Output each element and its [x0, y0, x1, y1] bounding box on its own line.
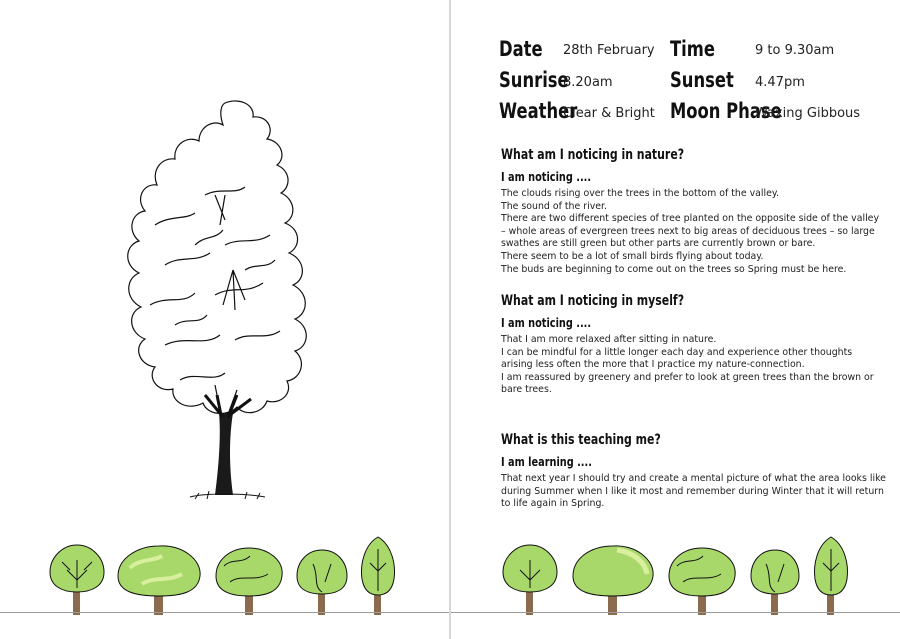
small-tree-3 [210, 544, 288, 615]
section-body: That I am more relaxed after sitting in nature. I can be mindful for a little longer each day and experience other thoughts arising less often the more that I practice my nature-connection. I am reassured by greenery and prefer to look at green trees than the brown or bare trees. [501, 334, 874, 396]
moon-phase-value: Waxing Gibbous [755, 106, 861, 121]
time-value: 9 to 9.30am [755, 43, 835, 58]
small-tree-5 [356, 535, 400, 615]
weather-label: Weather [499, 99, 578, 123]
right-page [451, 0, 900, 639]
sunset-value: 4.47pm [755, 75, 805, 90]
section-nature [501, 144, 886, 276]
section-subheading: I am learning .... [501, 454, 592, 469]
section-subheading: I am noticing .... [501, 169, 592, 184]
date-label: Date [499, 37, 543, 61]
date-value: 28th February [563, 43, 655, 58]
small-tree-8 [663, 544, 741, 615]
ground-line [451, 612, 900, 613]
section-myself [501, 290, 886, 397]
small-tree-7 [567, 540, 659, 615]
sunrise-label: Sunrise [499, 68, 569, 92]
sunrise-value: 8.20am [563, 75, 613, 90]
journal-meta [451, 0, 900, 130]
section-heading: What is this teaching me? [501, 432, 661, 448]
sunset-label: Sunset [670, 68, 734, 92]
small-tree-4 [293, 546, 351, 615]
section-heading: What am I noticing in myself? [501, 293, 685, 309]
moon-phase-label: Moon Phase [670, 99, 782, 123]
small-tree-6 [497, 540, 563, 615]
weather-value: Clear & Bright [563, 106, 655, 121]
small-tree-10 [809, 535, 853, 615]
large-tree-illustration [95, 95, 355, 510]
small-tree-1 [42, 540, 112, 615]
small-tree-9 [747, 546, 803, 615]
section-body: The clouds rising over the trees in the bottom of the valley. The sound of the river. There are two different species of tree planted on the opposite side of the valley – whole areas of evergreen trees next to big areas of deciduous trees – so large swathes are still green but other parts are currently brown or bare. There seem to be a lot of small birds flying about today. The buds are beginning to come out on the trees so Spring must be here. [501, 188, 879, 275]
small-tree-2 [112, 540, 207, 615]
left-page [0, 0, 449, 639]
ground-line [0, 612, 449, 613]
section-body: That next year I should try and create a mental picture of what the area looks like during Summer when I like it most and remember during Winter that it will return to life again in Spring. [501, 473, 886, 510]
section-subheading: I am noticing .... [501, 315, 592, 330]
section-heading: What am I noticing in nature? [501, 147, 685, 163]
section-teaching [501, 429, 886, 511]
time-label: Time [670, 37, 715, 61]
